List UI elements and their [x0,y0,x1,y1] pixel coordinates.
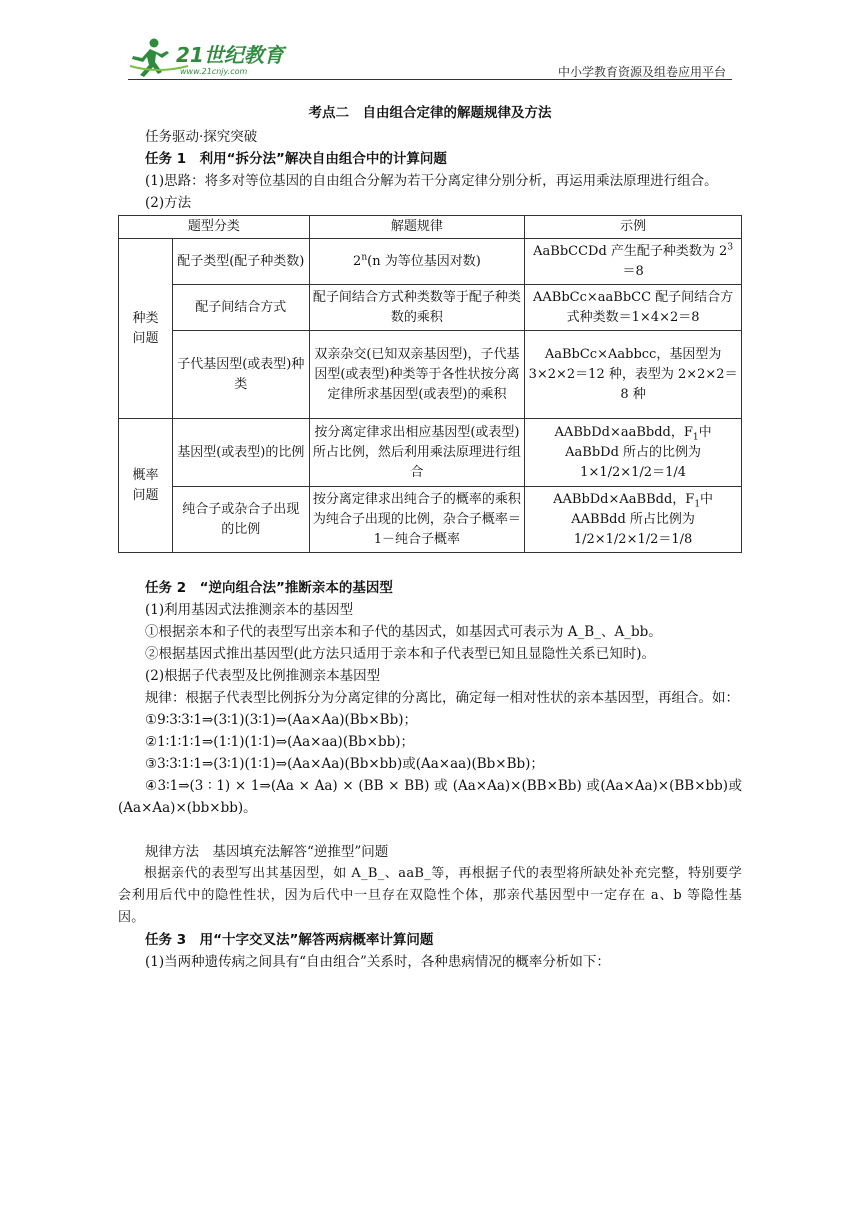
type-cell: 配子类型(配子种类数) [172,239,309,285]
example-cell: AaBbCCDd 产生配子种类数为 $2^3=8$ [525,239,742,285]
rule-cell: 按分离定律求出纯合子的概率的乘积为纯合子出现的比例，杂合子概率＝1－纯合子概率 [309,487,525,553]
rule-cell: 按分离定律求出相应基因型(或表型)所占比例，然后利用乘法原理进行组合 [309,419,525,487]
type-cell: 纯合子或杂合子出现的比例 [172,487,309,553]
table-header-cell: 解题规律 [309,216,525,239]
ratio-example: ①9∶3∶3∶1⇒(3∶1)(3∶1)⇒(Aa×Aa)(Bb×Bb)； [145,712,417,728]
task1-paragraph-1: (1)思路：将多对等位基因的自由组合分解为若干分离定律分别分析，再运用乘法原理进行组合。 [145,173,718,189]
table-row [119,419,742,487]
task3-heading: 任务 3 用“十字交叉法”解答两病概率计算问题 [145,932,434,948]
site-logo[interactable] [128,36,298,78]
document-body [118,102,742,973]
ratio-example: ④3∶1⇒(3 ∶ 1) × 1⇒(Aa × Aa) × (BB × BB) 或 (Aa×Aa)×(BB×Bb) 或(Aa×Aa)×(BB×bb)或(Aa×Aa)×(bb×bb)。 [118,778,742,816]
task1-heading: 任务 1 利用“拆分法”解决自由组合中的计算问题 [145,151,447,167]
table-row [119,285,742,331]
header-divider [128,79,732,80]
type-cell: 子代基因型(或表型)种类 [172,331,309,419]
rule-cell: 配子间结合方式种类数等于配子种类数的乘积 [309,285,525,331]
group-cell: 种类问题 [119,239,173,419]
type-cell: 基因型(或表型)的比例 [172,419,309,487]
ratio-example: ②1∶1∶1∶1⇒(1∶1)(1∶1)⇒(Aa×aa)(Bb×bb)； [145,734,415,750]
table-row [119,331,742,419]
example-cell: AABbDd×aaBbdd，$F_1$中 AaBbDd 所占的比例为 1×1/2×1/2＝1/4 [525,419,742,487]
task2-paragraph: ①根据亲本和子代的表型写出亲本和子代的基因式，如基因式可表示为 A_B_、A_bb。 [145,624,662,640]
group-cell: 概率问题 [119,419,173,553]
ratio-example: ③3∶3∶1∶1⇒(3∶1)(1∶1)⇒(Aa×Aa)(Bb×bb)或(Aa×aa)(Bb×Bb)； [145,756,544,772]
rule-cell: 2$^n$(n 为等位基因对数) [309,239,525,285]
svg-text:www.21cnjy.com: www.21cnjy.com [180,67,248,76]
task2-paragraph: ②根据基因式推出基因型(此方法只适用于亲本和子代表型已知且显隐性关系已知时)。 [145,646,656,662]
table-row [119,239,742,285]
task2-paragraph: 规律：根据子代表型比例拆分为分离定律的分离比，确定每一相对性状的亲本基因型，再组合。如： [145,690,739,706]
task2-heading: 任务 2 “逆向组合法”推断亲本的基因型 [145,580,393,596]
method-body: 根据亲代的表型写出其基因型，如 A_B_、aaB_等，再根据子代的表型将所缺处补充完整，特别要学会利用后代中的隐性性状，因为后代中一旦存在双隐性个体，那亲代基因型中一定存在 a、b 等隐性基因。 [118,866,742,925]
example-cell: AABbCc×aaBbCC 配子间结合方式种类数＝1×4×2＝8 [525,285,742,331]
table-header-cell: 示例 [525,216,742,239]
example-cell: AABbDd×AaBBdd，$F_1$中 AABBdd 所占比例为 1/2×1/2×1/2＝1/8 [525,487,742,553]
rule-cell: 双亲杂交(已知双亲基因型)，子代基因型(或表型)种类等于各性状按分离定律所求基因型(或表型)的乘积 [309,331,525,419]
task2-paragraph: (2)根据子代表型及比例推测亲本基因型 [145,668,381,684]
table-row [119,487,742,553]
svg-text:21世纪教育: 21世纪教育 [176,43,284,67]
section-title: 考点二 自由组合定律的解题规律及方法 [308,105,552,121]
type-cell: 配子间结合方式 [172,285,309,331]
task3-paragraph: (1)当两种遗传病之间具有“自由组合”关系时，各种患病情况的概率分析如下： [145,954,610,970]
task1-paragraph-2: (2)方法 [145,195,192,211]
page-header [128,36,732,82]
subtitle: 任务驱动·探究突破 [145,129,258,145]
method-heading: 规律方法 基因填充法解答“逆推型”问题 [145,844,389,860]
running-man-icon [128,36,298,78]
methods-table [118,215,742,553]
task2-paragraph: (1)利用基因式法推测亲本的基因型 [145,602,354,618]
example-cell: AaBbCc×Aabbcc，基因型为 3×2×2＝12 种，表型为 2×2×2＝8 种 [525,331,742,419]
table-header-row [119,216,742,239]
platform-name: 中小学教育资源及组卷应用平台 [557,65,726,79]
table-header-cell: 题型分类 [119,216,310,239]
